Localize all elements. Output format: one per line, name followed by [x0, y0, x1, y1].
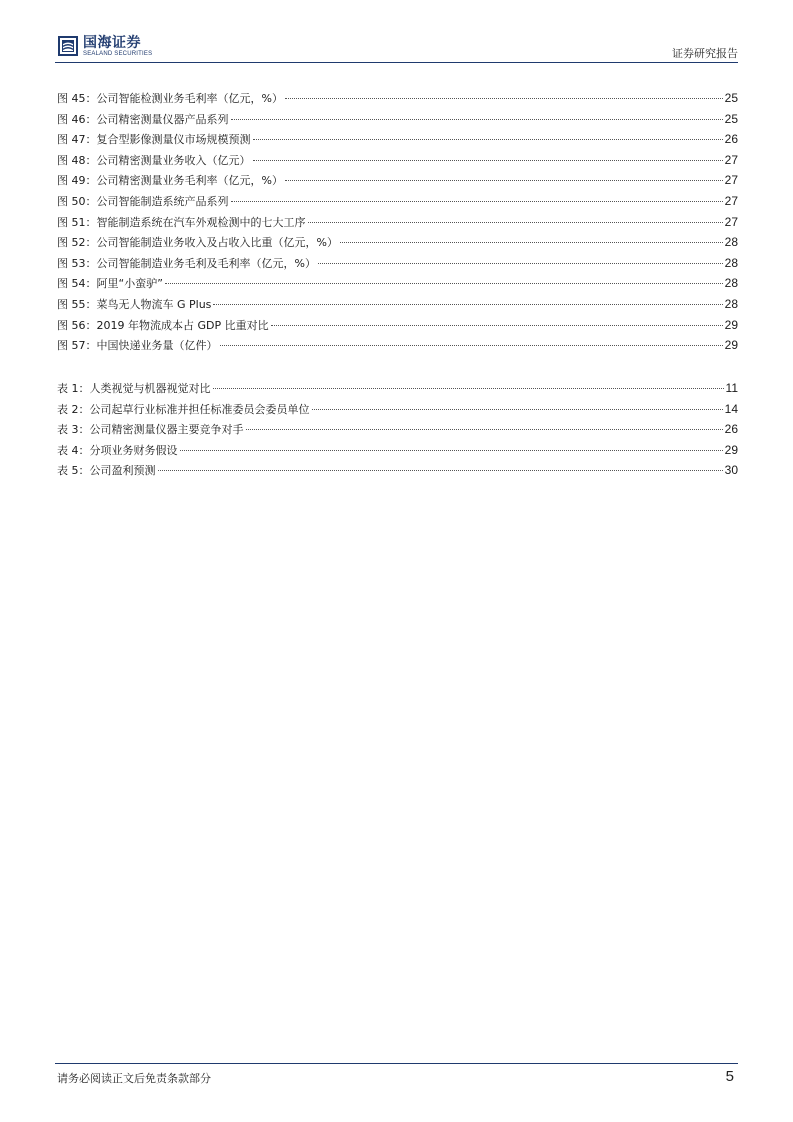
toc-entry[interactable]	[57, 234, 738, 255]
toc-entry-label: 图 55：菜鸟无人物流车 G Plus	[57, 297, 212, 311]
toc-entry-page: 26	[724, 422, 738, 437]
toc-entry-page: 30	[724, 463, 738, 478]
toc-dot-leader	[213, 304, 722, 305]
toc-dot-leader	[213, 388, 724, 389]
toc-entry[interactable]	[57, 172, 738, 193]
toc-entry[interactable]	[57, 275, 738, 296]
toc-entry-label: 表 3：公司精密测量仪器主要竞争对手	[57, 423, 244, 437]
toc-entry-page: 28	[724, 255, 738, 270]
toc-entry[interactable]	[57, 193, 738, 214]
page-footer	[55, 1063, 738, 1085]
toc-entry-page: 29	[724, 442, 738, 457]
toc-dot-leader	[165, 283, 723, 284]
toc-entry-label: 图 54：阿里“小蛮驴”	[57, 277, 163, 291]
toc-entry[interactable]	[57, 152, 738, 173]
sealand-logo-icon	[57, 35, 79, 57]
toc-entry-label: 图 47：复合型影像测量仪市场规模预测	[57, 133, 251, 147]
logo-english-name: SEALAND SECURITIES	[83, 51, 153, 57]
toc-dot-leader	[220, 345, 723, 346]
toc-entry-label: 图 56：2019 年物流成本占 GDP 比重对比	[57, 318, 269, 332]
logo-chinese-name: 国海证券	[83, 35, 141, 51]
toc-dot-leader	[231, 119, 723, 120]
toc-dot-leader	[253, 160, 723, 161]
toc-entry[interactable]	[57, 90, 738, 111]
toc-entry-page: 14	[724, 401, 738, 416]
toc-dot-leader	[318, 263, 723, 264]
toc-entry-label: 图 50：公司智能制造系统产品系列	[57, 194, 229, 208]
toc-dot-leader	[271, 325, 723, 326]
toc-entry-label: 表 2：公司起草行业标准并担任标准委员会委员单位	[57, 402, 310, 416]
toc-entry-label: 表 5：公司盈利预测	[57, 464, 156, 478]
toc-entry-page: 28	[724, 235, 738, 250]
toc-entry-page: 26	[724, 132, 738, 147]
figure-list	[57, 90, 738, 358]
toc-entry-label: 表 4：分项业务财务假设	[57, 443, 178, 457]
toc-entry[interactable]	[57, 462, 738, 483]
toc-entry-page: 28	[724, 296, 738, 311]
toc-dot-leader	[231, 201, 723, 202]
toc-entry-page: 28	[724, 276, 738, 291]
toc-entry[interactable]	[57, 380, 738, 401]
toc-entry[interactable]	[57, 421, 738, 442]
toc-entry-label: 图 46：公司精密测量仪器产品系列	[57, 112, 229, 126]
toc-dot-leader	[285, 98, 723, 99]
toc-entry[interactable]	[57, 296, 738, 317]
page-header	[55, 34, 738, 63]
toc-entry[interactable]	[57, 111, 738, 132]
toc-dot-leader	[312, 409, 723, 410]
toc-entry-label: 图 45：公司智能检测业务毛利率（亿元，%）	[57, 92, 283, 105]
toc-entry[interactable]	[57, 401, 738, 422]
toc-dot-leader	[246, 429, 723, 430]
page-number: 5	[725, 1068, 734, 1085]
toc-entry-page: 25	[724, 91, 738, 105]
toc-entry-page: 27	[724, 173, 738, 188]
toc-entry[interactable]	[57, 131, 738, 152]
toc-entry-label: 图 48：公司精密测量业务收入（亿元）	[57, 153, 251, 167]
toc-dot-leader	[180, 450, 723, 451]
toc-dot-leader	[285, 180, 723, 181]
disclaimer-text: 请务必阅读正文后免责条款部分	[57, 1072, 211, 1085]
toc-entry-label: 图 49：公司精密测量业务毛利率（亿元，%）	[57, 174, 283, 188]
toc-dot-leader	[340, 242, 723, 243]
toc-dot-leader	[308, 222, 723, 223]
toc-entry-page: 27	[724, 193, 738, 208]
toc-entry-label: 图 53：公司智能制造业务毛利及毛利率（亿元，%）	[57, 256, 316, 270]
toc-entry-page: 27	[724, 214, 738, 229]
toc-entry-page: 29	[724, 338, 738, 353]
toc-entry-label: 图 51：智能制造系统在汽车外观检测中的七大工序	[57, 215, 306, 229]
toc-entry-label: 表 1：人类视觉与机器视觉对比	[57, 382, 211, 395]
toc-entry[interactable]	[57, 317, 738, 338]
toc-entry-page: 11	[725, 381, 738, 395]
toc-entry[interactable]	[57, 214, 738, 235]
toc-dot-leader	[253, 139, 723, 140]
figure-index	[57, 90, 738, 358]
toc-dot-leader	[158, 470, 723, 471]
toc-entry-page: 29	[724, 317, 738, 332]
toc-entry[interactable]	[57, 337, 738, 358]
toc-entry-page: 25	[724, 111, 738, 126]
toc-entry-label: 图 52：公司智能制造业务收入及占收入比重（亿元，%）	[57, 236, 338, 250]
toc-entry[interactable]	[57, 255, 738, 276]
table-list	[57, 380, 738, 483]
table-index	[57, 380, 738, 483]
report-type-label: 证券研究报告	[672, 47, 738, 60]
company-logo	[57, 35, 152, 57]
toc-entry[interactable]	[57, 442, 738, 463]
toc-entry-label: 图 57：中国快递业务量（亿件）	[57, 339, 218, 353]
toc-entry-page: 27	[724, 152, 738, 167]
